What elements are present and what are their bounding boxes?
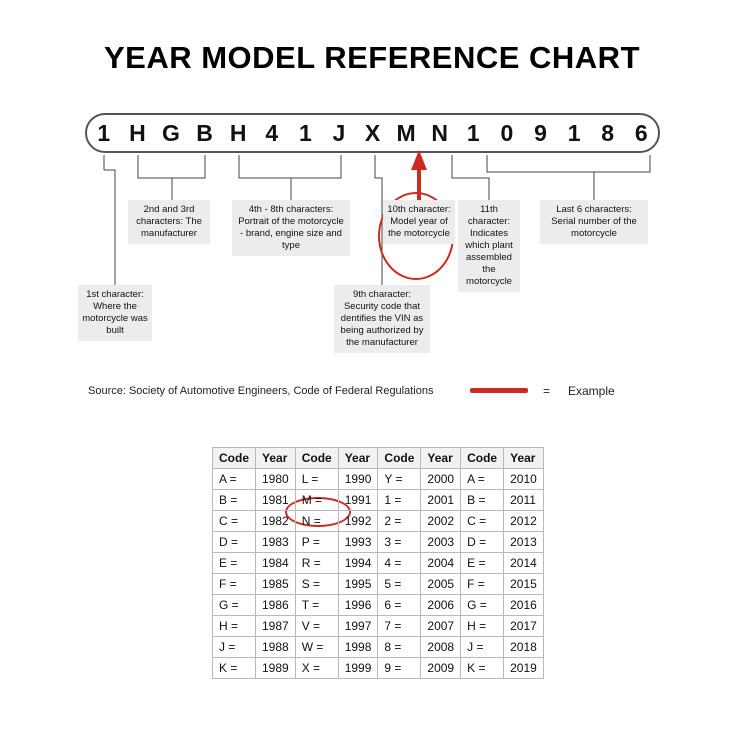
table-cell: P = [295, 532, 338, 553]
table-row [213, 469, 544, 490]
table-cell: 5 = [378, 574, 421, 595]
table-header-cell: Year [256, 448, 296, 469]
table-cell: 1984 [256, 553, 296, 574]
table-cell: K = [461, 658, 504, 679]
table-cell: D = [213, 532, 256, 553]
table-cell: 2011 [504, 490, 544, 511]
table-cell: 1992 [338, 511, 378, 532]
table-cell: 1980 [256, 469, 296, 490]
table-cell: 2010 [504, 469, 544, 490]
table-header-cell: Year [338, 448, 378, 469]
table-cell: L = [295, 469, 338, 490]
table-cell: N = [295, 511, 338, 532]
vin-char: J [332, 119, 346, 146]
table-cell: C = [461, 511, 504, 532]
table-row [213, 490, 544, 511]
callout-1st-character: 1st character: Where the motorcycle was built [78, 285, 152, 341]
table-cell: 2004 [421, 553, 461, 574]
table-cell: C = [213, 511, 256, 532]
table-row [213, 553, 544, 574]
table-header-row [213, 448, 544, 469]
table-cell: B = [213, 490, 256, 511]
table-cell: H = [213, 616, 256, 637]
table-cell: A = [461, 469, 504, 490]
table-cell: S = [295, 574, 338, 595]
table-cell: 9 = [378, 658, 421, 679]
table-header-cell: Code [378, 448, 421, 469]
vin-char: 4 [265, 119, 279, 146]
table-cell: 2012 [504, 511, 544, 532]
table-cell: 1997 [338, 616, 378, 637]
table-cell: X = [295, 658, 338, 679]
table-cell: Y = [378, 469, 421, 490]
table-cell: 2009 [421, 658, 461, 679]
table-cell: D = [461, 532, 504, 553]
table-cell: 2019 [504, 658, 544, 679]
table-row [213, 637, 544, 658]
legend-label: Example [568, 384, 615, 398]
table-cell: E = [213, 553, 256, 574]
table-cell: 1990 [338, 469, 378, 490]
table-cell: 2002 [421, 511, 461, 532]
vin-char: M [396, 119, 416, 146]
table-cell: F = [213, 574, 256, 595]
table-cell: 2016 [504, 595, 544, 616]
legend-red-dash-icon [470, 388, 528, 393]
table-cell: 7 = [378, 616, 421, 637]
table-cell: 1987 [256, 616, 296, 637]
table-cell: 2017 [504, 616, 544, 637]
table-cell: 1 = [378, 490, 421, 511]
table-cell: W = [295, 637, 338, 658]
callout-10th-character: 10th character: Model year of the motorcycle [383, 200, 455, 244]
table-row [213, 532, 544, 553]
table-cell: T = [295, 595, 338, 616]
callout-2nd-3rd-characters: 2nd and 3rd characters: The manufacturer [128, 200, 210, 244]
table-cell: 2003 [421, 532, 461, 553]
source-text: Source: Society of Automotive Engineers, Code of Federal Regulations [88, 385, 434, 397]
table-cell: 4 = [378, 553, 421, 574]
table-cell: 1996 [338, 595, 378, 616]
vin-char: 9 [534, 119, 547, 146]
table-header-cell: Year [504, 448, 544, 469]
vin-char: H [129, 119, 146, 146]
table-cell: E = [461, 553, 504, 574]
table-header-cell: Code [295, 448, 338, 469]
vin-char: 1 [97, 119, 111, 146]
vin-char: 8 [601, 119, 615, 146]
table-cell: 1991 [338, 490, 378, 511]
table-cell: 1982 [256, 511, 296, 532]
table-cell: 1985 [256, 574, 296, 595]
table-cell: 2006 [421, 595, 461, 616]
vin-char: 1 [298, 119, 312, 146]
table-cell: 2001 [421, 490, 461, 511]
table-cell: M = [295, 490, 338, 511]
table-cell: 2015 [504, 574, 544, 595]
callout-last-6-characters: Last 6 characters: Serial number of the motorcycle [540, 200, 648, 244]
table-cell: V = [295, 616, 338, 637]
table-cell: 1989 [256, 658, 296, 679]
callout-11th-character: 11th character: Indicates which plant assembled the motorcycle [458, 200, 520, 292]
table-cell: 1983 [256, 532, 296, 553]
table-cell: 1995 [338, 574, 378, 595]
table-cell: 1998 [338, 637, 378, 658]
code-year-table [212, 447, 544, 679]
table-cell: 2005 [421, 574, 461, 595]
table-cell: 6 = [378, 595, 421, 616]
table-cell: 1999 [338, 658, 378, 679]
table-row [213, 574, 544, 595]
table-cell: G = [213, 595, 256, 616]
vin-char: 1 [567, 119, 581, 146]
table-cell: 1981 [256, 490, 296, 511]
table-cell: 2007 [421, 616, 461, 637]
table-row [213, 658, 544, 679]
table-cell: 2000 [421, 469, 461, 490]
table-cell: 2018 [504, 637, 544, 658]
table-cell: 1988 [256, 637, 296, 658]
vin-char: X [364, 119, 381, 146]
callout-9th-character: 9th character: Security code that dentifies the VIN as being authorized by the manufacturer [334, 285, 430, 353]
callout-4th-8th-characters: 4th - 8th characters: Portrait of the motorcycle - brand, engine size and type [232, 200, 350, 256]
table-cell: G = [461, 595, 504, 616]
table-cell: 2013 [504, 532, 544, 553]
vin-char: H [229, 119, 247, 146]
page-title: YEAR MODEL REFERENCE CHART [103, 40, 641, 75]
table-cell: J = [213, 637, 256, 658]
table-cell: 2014 [504, 553, 544, 574]
table-header-cell: Year [421, 448, 461, 469]
legend-equals-sign: = [543, 384, 551, 398]
table-cell: 1993 [338, 532, 378, 553]
table-cell: 8 = [378, 637, 421, 658]
table-cell: 1986 [256, 595, 296, 616]
table-header-cell: Code [213, 448, 256, 469]
vin-char: B [196, 119, 213, 146]
table-cell: 2 = [378, 511, 421, 532]
table-row [213, 595, 544, 616]
table-cell: H = [461, 616, 504, 637]
table-row [213, 511, 544, 532]
table-cell: J = [461, 637, 504, 658]
vin-char: 0 [500, 119, 514, 146]
table-cell: K = [213, 658, 256, 679]
table-cell: 3 = [378, 532, 421, 553]
vin-capsule [85, 113, 660, 153]
table-cell: 1994 [338, 553, 378, 574]
table-cell: 2008 [421, 637, 461, 658]
table-row [213, 616, 544, 637]
vin-char: G [162, 119, 180, 146]
vin-char: 6 [634, 119, 648, 146]
vin-char: 1 [466, 119, 480, 146]
table-cell: B = [461, 490, 504, 511]
table-cell: R = [295, 553, 338, 574]
table-cell: F = [461, 574, 504, 595]
table-cell: A = [213, 469, 256, 490]
table-header-cell: Code [461, 448, 504, 469]
vin-char: N [431, 119, 449, 146]
